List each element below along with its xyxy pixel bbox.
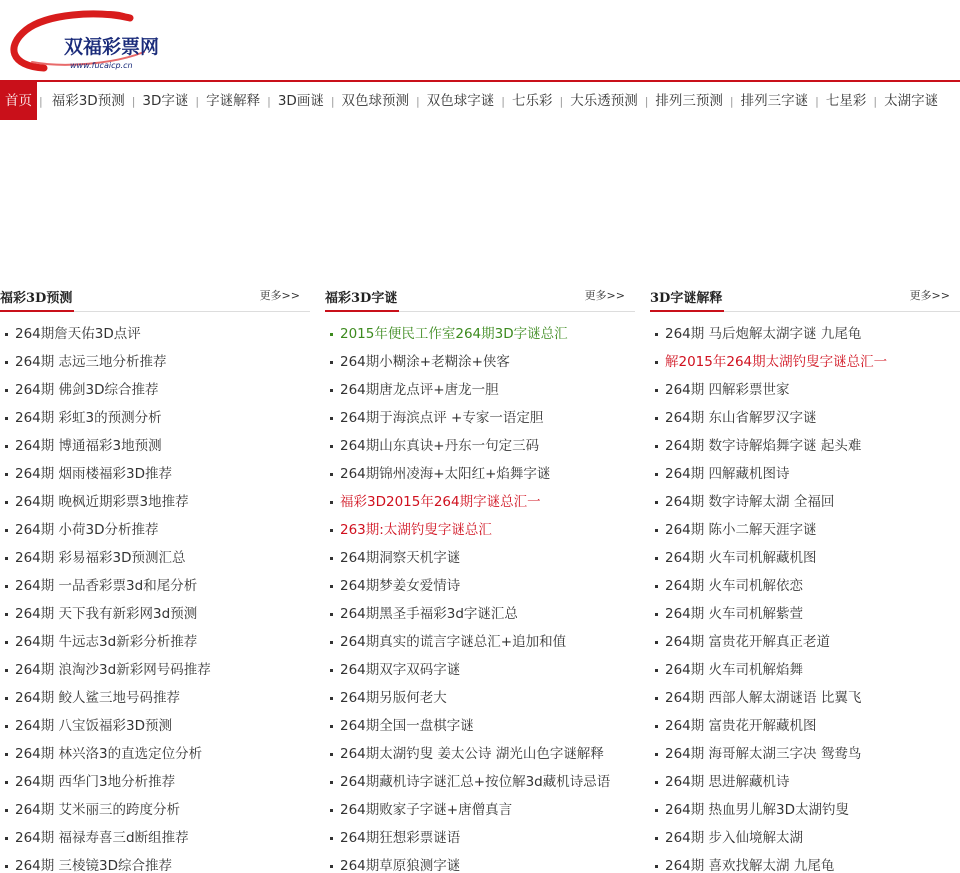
nav-list [0, 82, 945, 120]
column-title[interactable]: 福彩3D预测 [0, 287, 74, 312]
logo-text: 双福彩票网 [64, 36, 160, 58]
list-item[interactable]: 264期 喜欢找解太湖 九尾龟 [650, 852, 960, 873]
list-item[interactable]: 264期小糊涂+老糊涂+侠客 [325, 348, 635, 376]
list-item[interactable]: 264期 热血男儿解3D太湖钓叟 [650, 796, 960, 824]
column-title[interactable]: 3D字谜解释 [650, 287, 724, 312]
list-item[interactable]: 264期真实的谎言字谜总汇+追加和值 [325, 628, 635, 656]
nav-item-5[interactable]: 双色球预测 [341, 93, 410, 109]
list-item[interactable]: 264期 数字诗解太湖 全福回 [650, 488, 960, 516]
article-list [325, 312, 635, 873]
list-item[interactable]: 263期:太湖钓叟字谜总汇 [325, 516, 635, 544]
nav-separator: | [873, 94, 878, 108]
list-item[interactable]: 264期于海滨点评 +专家一语定胆 [325, 404, 635, 432]
list-item[interactable]: 264期 富贵花开解藏机图 [650, 712, 960, 740]
list-item[interactable]: 264期 博通福彩3地预测 [0, 432, 310, 460]
list-item[interactable]: 264期 佛剑3D综合推荐 [0, 376, 310, 404]
list-item[interactable]: 264期 火车司机解紫萱 [650, 600, 960, 628]
logo-graphic [4, 6, 192, 72]
column-header [0, 282, 310, 312]
article-list [650, 312, 960, 873]
list-item[interactable]: 264期 鲛人鲨三地号码推荐 [0, 684, 310, 712]
list-item[interactable]: 264期 东山省解罗汉字谜 [650, 404, 960, 432]
nav-item-0[interactable]: 首页 [0, 82, 37, 120]
logo-url: www.fucaicp.cn [70, 61, 133, 70]
list-item[interactable]: 264期 晚枫近期彩票3地推荐 [0, 488, 310, 516]
list-item[interactable]: 264期 林兴洛3的直选定位分析 [0, 740, 310, 768]
nav-item-6[interactable]: 双色球字谜 [426, 93, 495, 109]
nav-item-8[interactable]: 大乐透预测 [570, 93, 638, 109]
list-item[interactable]: 264期锦州凌海+太阳红+焰舞字谜 [325, 460, 635, 488]
list-item[interactable]: 264期太湖钓叟 姜太公诗 湖光山色字谜解释 [325, 740, 635, 768]
nav-separator: | [267, 94, 271, 108]
site-header [0, 0, 960, 80]
list-item[interactable]: 264期 天下我有新彩网3d预测 [0, 600, 310, 628]
nav-item-12[interactable]: 太湖字谜 [884, 93, 939, 109]
list-item[interactable]: 264期 火车司机解依恋 [650, 572, 960, 600]
list-item[interactable]: 264期全国一盘棋字谜 [325, 712, 635, 740]
list-item[interactable]: 264期 马后炮解太湖字谜 九尾龟 [650, 320, 960, 348]
list-item[interactable]: 264期 一品香彩票3d和尾分析 [0, 572, 310, 600]
column-title[interactable]: 福彩3D字谜 [325, 287, 399, 312]
list-item[interactable]: 264期 西部人解太湖谜语 比翼飞 [650, 684, 960, 712]
list-item[interactable]: 解2015年264期太湖钓叟字谜总汇一 [650, 348, 960, 376]
nav-item-2[interactable]: 3D字谜 [142, 93, 189, 109]
more-link[interactable]: 更多>> [909, 289, 950, 302]
nav-separator: | [729, 94, 734, 108]
list-item[interactable]: 264期 浪淘沙3d新彩网号码推荐 [0, 656, 310, 684]
column-header [650, 282, 960, 312]
list-item[interactable]: 264期狂想彩票谜语 [325, 824, 635, 852]
list-item[interactable]: 264期 思进解藏机诗 [650, 768, 960, 796]
column-3d-riddle-explain [650, 282, 960, 873]
nav-separator: | [131, 94, 136, 108]
nav-separator: | [559, 94, 564, 108]
list-item[interactable]: 264期 四解藏机图诗 [650, 460, 960, 488]
list-item[interactable]: 264期藏机诗字谜汇总+按位解3d藏机诗忌语 [325, 768, 635, 796]
nav-item-9[interactable]: 排列三预测 [655, 93, 723, 109]
site-logo[interactable] [4, 6, 192, 72]
list-item[interactable]: 264期 彩易福彩3D预测汇总 [0, 544, 310, 572]
list-item[interactable]: 264期 艾米丽三的跨度分析 [0, 796, 310, 824]
list-item[interactable]: 264期 数字诗解焰舞字谜 起头难 [650, 432, 960, 460]
nav-item-4[interactable]: 3D画谜 [277, 93, 324, 109]
column-3d-forecast [0, 282, 310, 873]
nav-separator: | [416, 94, 420, 108]
list-item[interactable]: 264期 烟雨楼福彩3D推荐 [0, 460, 310, 488]
list-item[interactable]: 264期双字双码字谜 [325, 656, 635, 684]
list-item[interactable]: 264期败家子字谜+唐僧真言 [325, 796, 635, 824]
list-item[interactable]: 264期唐龙点评+唐龙一胆 [325, 376, 635, 404]
nav-separator: | [195, 94, 200, 108]
list-item[interactable]: 264期 富贵花开解真正老道 [650, 628, 960, 656]
column-header [325, 282, 635, 312]
list-item[interactable]: 264期 火车司机解焰舞 [650, 656, 960, 684]
nav-separator: | [501, 94, 505, 108]
list-item[interactable]: 264期 陈小二解天涯字谜 [650, 516, 960, 544]
list-item[interactable]: 264期 彩虹3的预测分析 [0, 404, 310, 432]
list-item[interactable]: 264期黑圣手福彩3d字谜汇总 [325, 600, 635, 628]
list-item[interactable]: 福彩3D2015年264期字谜总汇一 [325, 488, 635, 516]
nav-item-10[interactable]: 排列三字谜 [740, 93, 809, 109]
list-item[interactable]: 264期 小荷3D分析推荐 [0, 516, 310, 544]
article-list [0, 312, 310, 873]
nav-separator: | [39, 94, 43, 108]
list-item[interactable]: 2015年便民工作室264期3D字谜总汇 [325, 320, 635, 348]
nav-item-11[interactable]: 七星彩 [825, 93, 867, 109]
nav-item-7[interactable]: 七乐彩 [511, 93, 553, 109]
list-item[interactable]: 264期另版何老大 [325, 684, 635, 712]
list-item[interactable]: 264期梦姜女爱情诗 [325, 572, 635, 600]
list-item[interactable]: 264期 福禄寿喜三d断组推荐 [0, 824, 310, 852]
nav-separator: | [644, 94, 649, 108]
list-item[interactable]: 264期 西华门3地分析推荐 [0, 768, 310, 796]
column-3d-riddle [325, 282, 635, 873]
nav-item-3[interactable]: 字谜解释 [206, 93, 261, 109]
list-item[interactable]: 264期 四解彩票世家 [650, 376, 960, 404]
nav-separator: | [330, 94, 335, 108]
list-item[interactable]: 264期 火车司机解藏机图 [650, 544, 960, 572]
list-item[interactable]: 264期 牛远志3d新彩分析推荐 [0, 628, 310, 656]
list-item[interactable]: 264期詹天佑3D点评 [0, 320, 310, 348]
main-nav [0, 80, 960, 120]
list-item[interactable]: 264期山东真诀+丹东一句定三码 [325, 432, 635, 460]
list-item[interactable]: 264期洞察天机字谜 [325, 544, 635, 572]
list-item[interactable]: 264期 三棱镜3D综合推荐 [0, 852, 310, 873]
more-link[interactable]: 更多>> [259, 289, 300, 302]
list-item[interactable]: 264期 海哥解太湖三字决 鸳鸯鸟 [650, 740, 960, 768]
nav-item-1[interactable]: 福彩3D预测 [51, 93, 125, 109]
list-item[interactable]: 264期 志远三地分析推荐 [0, 348, 310, 376]
list-item[interactable]: 264期草原狼测字谜 [325, 852, 635, 873]
more-link[interactable]: 更多>> [584, 289, 625, 302]
list-item[interactable]: 264期 步入仙境解太湖 [650, 824, 960, 852]
nav-separator: | [815, 94, 819, 108]
list-item[interactable]: 264期 八宝饭福彩3D预测 [0, 712, 310, 740]
